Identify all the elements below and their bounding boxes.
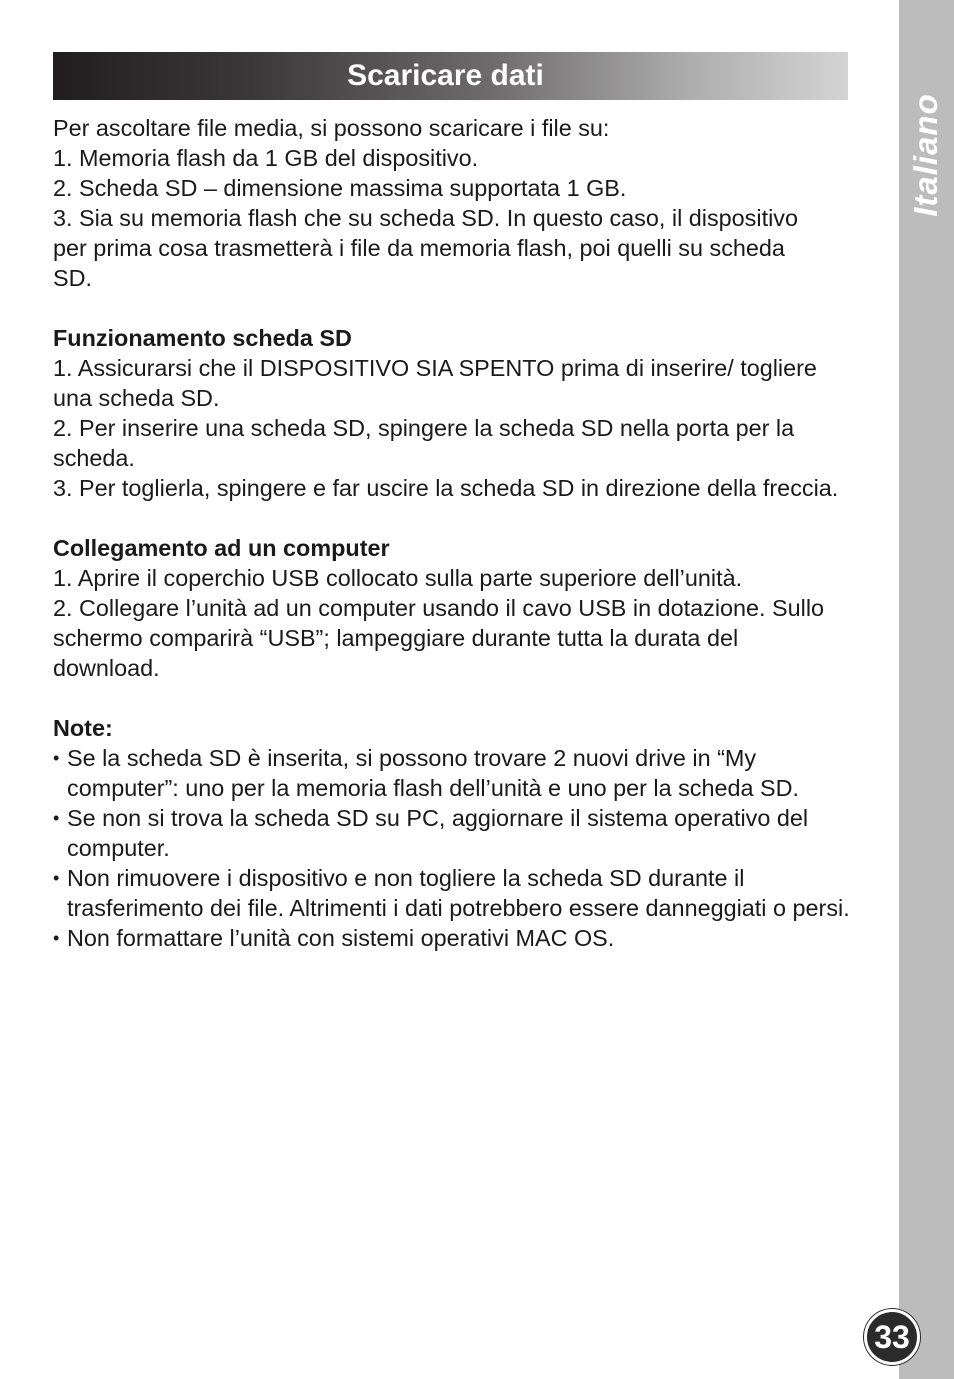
intro-line: 1. Memoria flash da 1 GB del dispositivo.: [53, 145, 479, 171]
sd-step: 3. Per toglierla, spingere e far uscire la scheda SD in direzione della freccia.: [53, 475, 839, 501]
computer-section-heading: Collegamento ad un computer: [53, 535, 390, 561]
manual-content: [53, 113, 853, 953]
bullet-icon: •: [53, 928, 60, 948]
note-item: [53, 803, 867, 863]
sd-section-heading: Funzionamento scheda SD: [53, 325, 352, 351]
sd-step: 2. Per inserire una scheda SD, spingere la scheda SD nella porta per la scheda.: [53, 415, 795, 471]
page-title: Scaricare dati: [347, 59, 544, 92]
note-item: [53, 863, 857, 923]
intro-line: Per ascoltare file media, si possono scaricare i file su:: [53, 115, 610, 141]
computer-step: 2. Collegare l’unità ad un computer usando il cavo USB in dotazione. Sullo schermo comparirà “USB”; lampeggiare durante tutta la durata del download.: [53, 595, 825, 681]
note-item: [53, 743, 857, 803]
page-number-badge: 33: [864, 1309, 920, 1365]
note-item: [53, 923, 853, 953]
notes-heading: Note:: [53, 715, 113, 741]
bullet-icon: •: [53, 808, 60, 828]
section-title-bar: [53, 52, 848, 100]
intro-line: 3. Sia su memoria flash che su scheda SD. In questo caso, il dispositivo per prima cosa trasmetterà i file da memoria flash, poi quelli su scheda SD.: [53, 205, 798, 291]
computer-step: 1. Aprire il coperchio USB collocato sulla parte superiore dell’unità.: [53, 565, 743, 591]
intro-line: 2. Scheda SD – dimensione massima supportata 1 GB.: [53, 175, 627, 201]
sd-step: 1. Assicurarsi che il DISPOSITIVO SIA SPENTO prima di inserire/ togliere una scheda SD.: [53, 355, 817, 411]
bullet-icon: •: [53, 868, 60, 888]
note-text: Se la scheda SD è inserita, si possono trovare 2 nuovi drive in “My computer”: uno per la memoria flash dell’unità e uno per la scheda SD.: [67, 745, 799, 801]
note-text: Non formattare l’unità con sistemi operativi MAC OS.: [67, 925, 615, 951]
bullet-icon: •: [53, 748, 60, 768]
note-text: Se non si trova la scheda SD su PC, aggiornare il sistema operativo del computer.: [67, 805, 809, 861]
note-text: Non rimuovere i dispositivo e non togliere la scheda SD durante il trasferimento dei file. Altrimenti i dati potrebbero essere danneggiati o persi.: [67, 865, 850, 921]
language-label: Italiano: [907, 93, 944, 217]
